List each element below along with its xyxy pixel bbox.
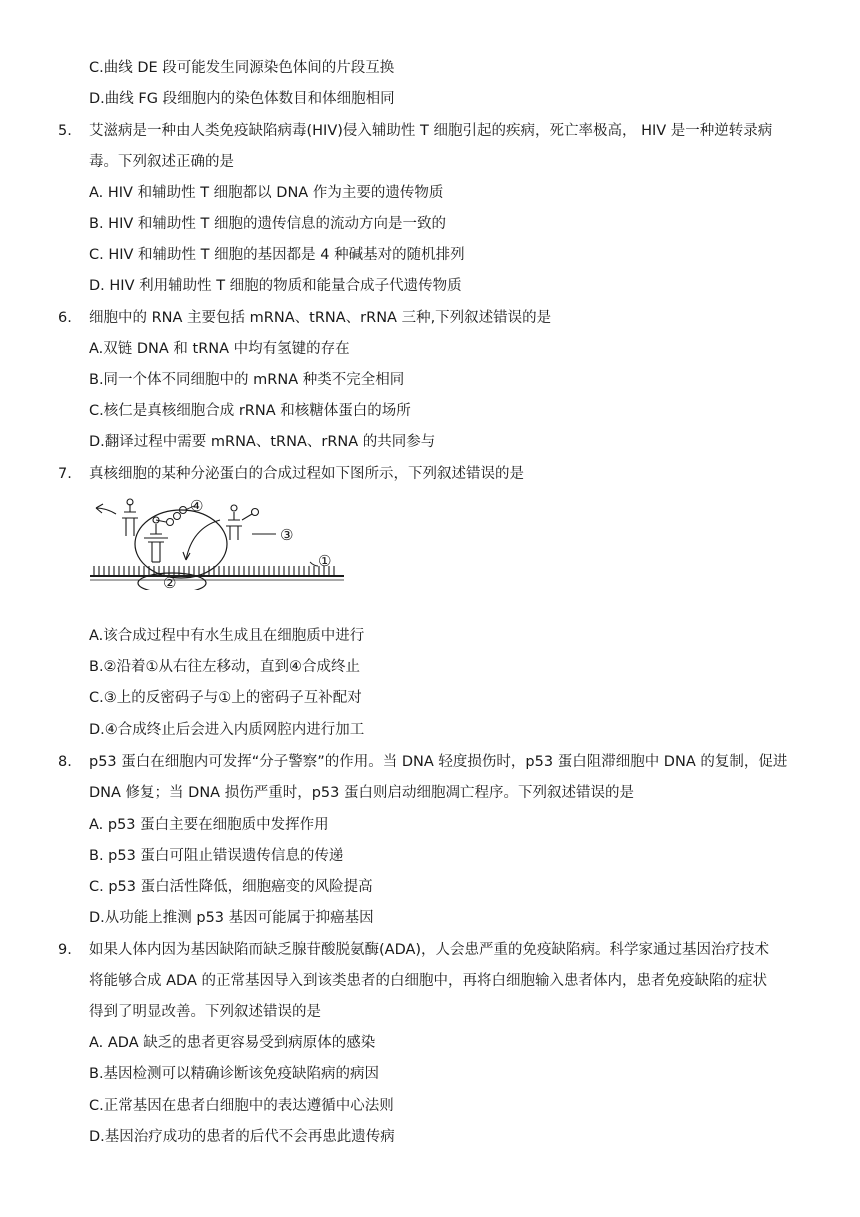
q8-stem-line1: p53 蛋白在细胞内可发挥“分子警察”的作用。当 DNA 轻度损伤时，p53 蛋白阻滞细胞中 DNA 的复制，促进: [89, 754, 788, 770]
q8-stem-line2: DNA 修复；当 DNA 损伤严重时，p53 蛋白则启动细胞凋亡程序。下列叙述错误的是: [89, 785, 634, 801]
q7-option-b: B.②沿着①从右往左移动，直到④合成终止: [89, 659, 361, 675]
q9-option-c: C.正常基因在患者白细胞中的表达遵循中心法则: [89, 1098, 394, 1114]
figure-label-4: ④: [190, 497, 204, 515]
q9-stem-line1: 如果人体内因为基因缺陷而缺乏腺苷酸脱氨酶(ADA)，人会患严重的免疫缺陷病。科学家通过基因治疗技术: [89, 942, 770, 958]
q6-number: 6.: [58, 310, 72, 326]
q4-option-d: D.曲线 FG 段细胞内的染色体数目和体细胞相同: [89, 91, 395, 107]
q8-option-a: A. p53 蛋白主要在细胞质中发挥作用: [89, 817, 329, 833]
incoming-trna: [226, 505, 259, 540]
q9-option-d: D.基因治疗成功的患者的后代不会再患此遗传病: [89, 1129, 395, 1145]
q6-option-c: C.核仁是真核细胞合成 rRNA 和核糖体蛋白的场所: [89, 403, 411, 419]
q9-option-b: B.基因检测可以精确诊断该免疫缺陷病的病因: [89, 1066, 380, 1082]
q6-option-b: B.同一个体不同细胞中的 mRNA 种类不完全相同: [89, 372, 405, 388]
q6-option-a: A.双链 DNA 和 tRNA 中均有氢键的存在: [89, 341, 350, 357]
q7-number: 7.: [58, 466, 72, 482]
translation-figure: [86, 494, 356, 590]
q8-number: 8.: [58, 754, 72, 770]
q5-option-b: B. HIV 和辅助性 T 细胞的遗传信息的流动方向是一致的: [89, 216, 446, 232]
q5-option-c: C. HIV 和辅助性 T 细胞的基因都是 4 种碱基对的随机排列: [89, 247, 465, 263]
q9-stem-line3: 得到了明显改善。下列叙述错误的是: [89, 1004, 321, 1020]
q5-option-d: D. HIV 利用辅助性 T 细胞的物质和能量合成子代遗传物质: [89, 278, 462, 294]
q6-stem: 细胞中的 RNA 主要包括 mRNA、tRNA、rRNA 三种,下列叙述错误的是: [89, 310, 552, 326]
q5-stem-line2: 毒。下列叙述正确的是: [89, 154, 234, 170]
figure-label-1: ①: [318, 552, 332, 570]
q8-option-c: C. p53 蛋白活性降低，细胞癌变的风险提高: [89, 879, 373, 895]
trna-in-ribosome: [144, 517, 168, 562]
q9-number: 9.: [58, 942, 72, 958]
q7-stem: 真核细胞的某种分泌蛋白的合成过程如下图所示，下列叙述错误的是: [89, 466, 524, 482]
exiting-trna: [122, 499, 138, 536]
q5-option-a: A. HIV 和辅助性 T 细胞都以 DNA 作为主要的遗传物质: [89, 185, 444, 201]
q7-option-c: C.③上的反密码子与①上的密码子互补配对: [89, 690, 362, 706]
q9-option-a: A. ADA 缺乏的患者更容易受到病原体的感染: [89, 1035, 376, 1051]
q5-number: 5.: [58, 123, 72, 139]
figure-label-3: ③: [280, 526, 294, 544]
q6-option-d: D.翻译过程中需要 mRNA、tRNA、rRNA 的共同参与: [89, 434, 436, 450]
ribosome-large-subunit: [135, 510, 227, 578]
q8-option-d: D.从功能上推测 p53 基因可能属于抑癌基因: [89, 910, 374, 926]
figure-label-2: ②: [163, 574, 177, 590]
q7-option-d: D.④合成终止后会进入内质网腔内进行加工: [89, 722, 365, 738]
entry-arrow: [186, 520, 220, 560]
q7-option-a: A.该合成过程中有水生成且在细胞质中进行: [89, 628, 365, 644]
q4-option-c: C.曲线 DE 段可能发生同源染色体间的片段互换: [89, 60, 395, 76]
q5-stem-line1: 艾滋病是一种由人类免疫缺陷病毒(HIV)侵入辅助性 T 细胞引起的疾病，死亡率极高， HIV 是一种逆转录病: [89, 123, 773, 139]
q9-stem-line2: 将能够合成 ADA 的正常基因导入到该类患者的白细胞中，再将白细胞输入患者体内，患者免疫缺陷的症状: [89, 973, 767, 989]
polypeptide-chain: [156, 507, 187, 526]
q8-option-b: B. p53 蛋白可阻止错误遗传信息的传递: [89, 848, 344, 864]
